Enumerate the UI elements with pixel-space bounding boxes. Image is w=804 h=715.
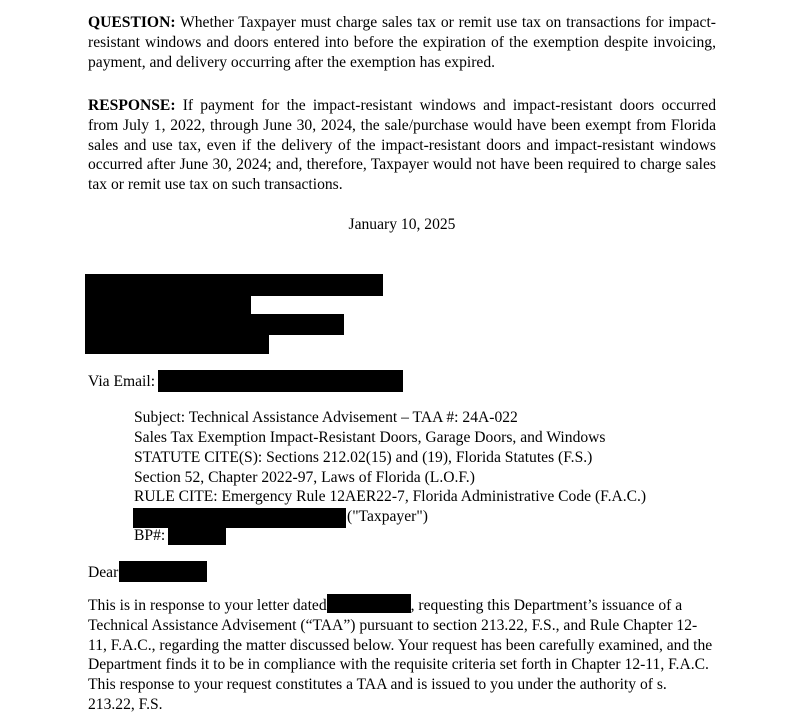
redacted-address-line-3	[85, 314, 344, 335]
laws-cite-line: Section 52, Chapter 2022-97, Laws of Florida (L.O.F.)	[134, 469, 475, 486]
redacted-taxpayer-name	[133, 508, 346, 528]
question-label: QUESTION:	[88, 14, 176, 31]
body-text-start: This is in response to your letter dated	[88, 597, 327, 614]
redacted-recipient-name	[119, 561, 207, 582]
redacted-address-line-2	[85, 296, 251, 314]
taxpayer-label: ("Taxpayer")	[347, 508, 428, 525]
question-paragraph	[88, 13, 716, 72]
response-paragraph	[88, 96, 716, 195]
body-paragraph	[88, 594, 714, 715]
redacted-email	[158, 370, 403, 392]
letter-date: January 10, 2025	[348, 216, 456, 233]
response-text: If payment for the impact-resistant windows and impact-resistant doors occurred from July 1, 2022, through June 30, 2024, the sale/purchase would have been exempt from Florida sales and use tax, even if the delivery of the impact-resistant doors and impact-resistant windows occurred after June 30, 2024; and, therefore, Taxpayer would not have been required to charge sales tax or remit use tax on such transactions.	[88, 97, 716, 194]
exemption-line: Sales Tax Exemption Impact-Resistant Doors, Garage Doors, and Windows	[134, 429, 606, 446]
bp-label: BP#:	[134, 527, 166, 544]
response-label: RESPONSE:	[88, 97, 176, 114]
question-text: Whether Taxpayer must charge sales tax or remit use tax on transactions for impact-resistant windows and doors entered into before the expiration of the exemption despite invoicing, payment, and delivery occurring after the exemption has expired.	[88, 14, 716, 71]
salutation: Dear	[88, 564, 119, 581]
redacted-address-line-1	[85, 274, 383, 296]
subject-line: Subject: Technical Assistance Advisement – TAA #: 24A-022	[134, 409, 518, 426]
statute-cite-line: STATUTE CITE(S): Sections 212.02(15) and (19), Florida Statutes (F.S.)	[134, 449, 593, 466]
redacted-bp-number	[168, 526, 226, 545]
redacted-address-line-4	[85, 335, 269, 354]
rule-cite-line: RULE CITE: Emergency Rule 12AER22-7, Florida Administrative Code (F.A.C.)	[134, 488, 647, 505]
redacted-letter-date	[327, 594, 411, 613]
via-email-label: Via Email:	[88, 373, 156, 390]
body-text-rest: , requesting this Department’s issuance of a Technical Assistance Advisement (“TAA”) pursuant to section 213.22, F.S., and Rule Chapter 12-11, F.A.C., regarding the matter discussed below. Your request has been carefully examined, and the Department finds it to be in compliance with the requisite criteria set forth in Chapter 12-11, F.A.C. This response to your request constitutes a TAA and is issued to you under the authority of s. 213.22, F.S.	[88, 597, 713, 713]
